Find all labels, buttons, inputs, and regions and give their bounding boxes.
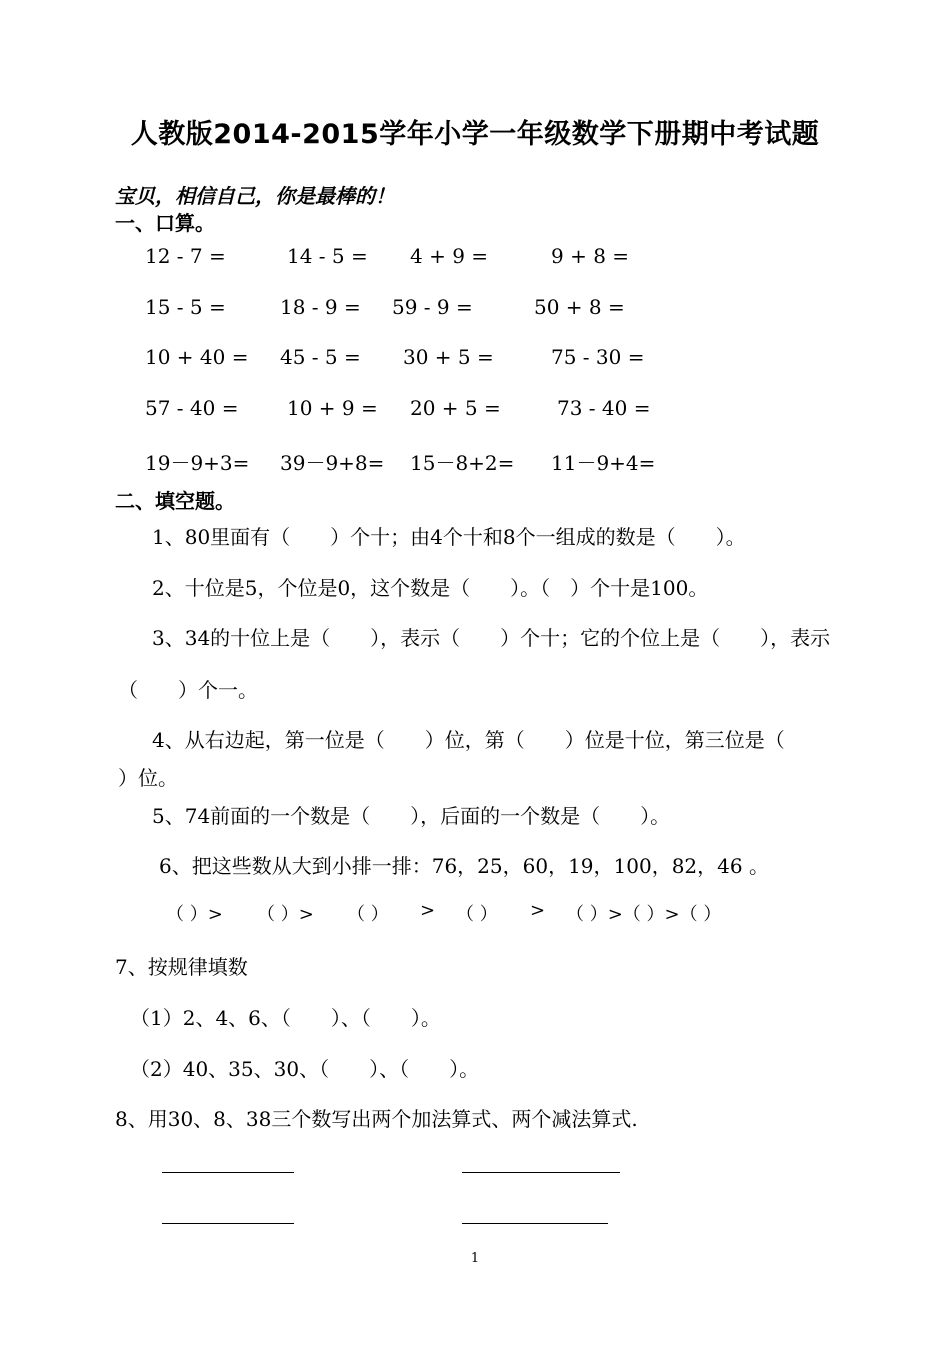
exam-title: 人教版2014-2015学年小学一年级数学下册期中考试题 <box>130 119 820 150</box>
question-7-2: （2）40、35、30、（ ）、（ ）。 <box>130 1057 480 1081</box>
question-3-line1: 3、34的十位上是（ ），表示（ ）个十；它的个位上是（ ），表示 <box>152 626 831 650</box>
question-4-line1: 4、从右边起，第一位是（ ）位，第（ ）位是十位，第三位是（ <box>152 728 785 752</box>
answer-line <box>462 1172 620 1173</box>
calc-item: 30 + 5 = <box>403 345 494 369</box>
calc-item: 4 + 9 = <box>410 244 489 268</box>
calc-item: 39－9+8= <box>280 451 385 475</box>
order-blank: （ ）> <box>257 904 314 925</box>
order-sign: > <box>530 900 546 921</box>
order-blank: （ ） <box>347 904 389 925</box>
answer-line <box>162 1223 294 1224</box>
order-blank: （ ）>（ ）>（ ） <box>566 904 722 925</box>
calc-item: 75 - 30 = <box>551 345 645 369</box>
section-2-heading: 二、填空题。 <box>115 489 235 513</box>
calc-item: 9 + 8 = <box>551 244 630 268</box>
calc-item: 19－9+3= <box>145 451 250 475</box>
calc-item: 59 - 9 = <box>392 295 473 319</box>
calc-item: 45 - 5 = <box>280 345 361 369</box>
answer-line <box>462 1223 608 1224</box>
question-3-line2: （ ）个一。 <box>118 678 258 702</box>
calc-item: 18 - 9 = <box>280 295 361 319</box>
question-8: 8、用30、8、38三个数写出两个加法算式、两个减法算式. <box>115 1107 638 1131</box>
page-number: 1 <box>470 1251 480 1266</box>
order-sign: > <box>420 900 436 921</box>
question-4-line2: ）位。 <box>118 766 178 790</box>
question-1: 1、80里面有（ ）个十；由4个十和8个一组成的数是（ ）。 <box>152 525 746 549</box>
calc-item: 15－8+2= <box>410 451 515 475</box>
calc-item: 57 - 40 = <box>145 396 239 420</box>
calc-item: 50 + 8 = <box>534 295 625 319</box>
calc-item: 10 + 9 = <box>287 396 378 420</box>
calc-item: 12 - 7 = <box>145 244 226 268</box>
motto-text: 宝贝，相信自己，你是最棒的！ <box>115 184 395 208</box>
question-6: 6、把这些数从大到小排一排：76，25，60，19，100，82，46 。 <box>159 854 769 878</box>
question-7-1: （1）2、4、6、（ ）、（ ）。 <box>130 1006 441 1030</box>
question-5: 5、74前面的一个数是（ ），后面的一个数是（ ）。 <box>152 804 671 828</box>
order-blank: （ ） <box>456 904 498 925</box>
answer-line <box>162 1172 294 1173</box>
calc-item: 11－9+4= <box>551 451 656 475</box>
order-blank: （ ）> <box>166 904 223 925</box>
calc-item: 10 + 40 = <box>145 345 249 369</box>
calc-item: 15 - 5 = <box>145 295 226 319</box>
question-2: 2、十位是5，个位是0，这个数是（ ）。（ ）个十是100。 <box>152 576 709 600</box>
section-1-heading: 一、口算。 <box>115 211 215 235</box>
calc-item: 14 - 5 = <box>287 244 368 268</box>
question-7: 7、按规律填数 <box>115 955 248 979</box>
calc-item: 20 + 5 = <box>410 396 501 420</box>
calc-item: 73 - 40 = <box>557 396 651 420</box>
